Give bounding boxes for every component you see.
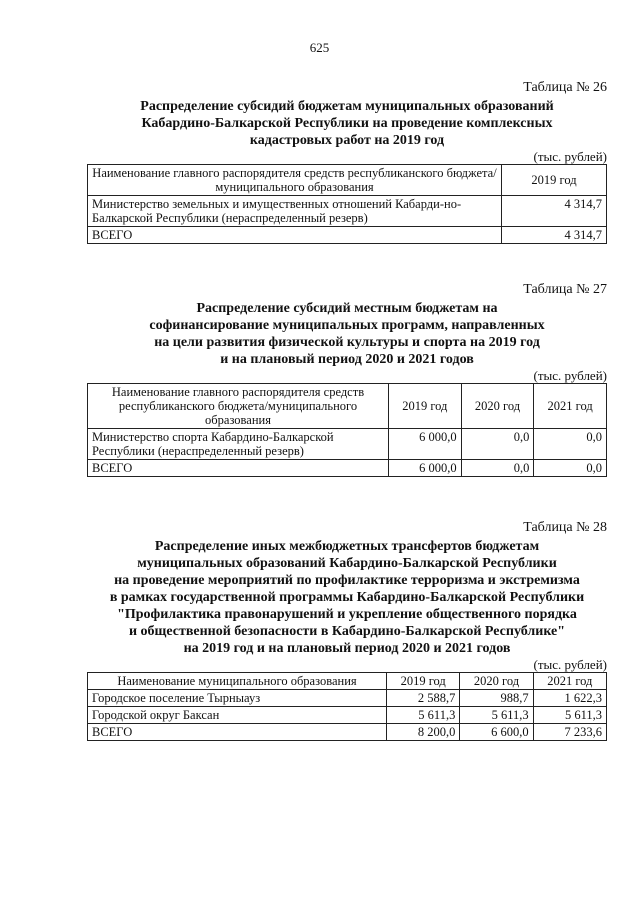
- table-header-row: [88, 384, 607, 429]
- title-line: Распределение иных межбюджетных трансфертов бюджетам: [154, 539, 540, 554]
- row-name: ВСЕГО: [88, 724, 387, 741]
- row-name: Министерство спорта Кабардино-Балкарской Республики (нераспределенный резерв): [88, 429, 389, 460]
- header-2019: 2019 год: [502, 165, 607, 196]
- row-name: ВСЕГО: [88, 227, 502, 244]
- title-line: муниципальных образований Кабардино-Балкарской Республики: [137, 556, 557, 571]
- title-line: на 2019 год и на плановый период 2020 и 2021 годов: [183, 641, 511, 656]
- row-value-2021: 7 233,6: [533, 724, 606, 741]
- row-value-2019: 8 200,0: [387, 724, 460, 741]
- row-name: Городской округ Баксан: [88, 707, 387, 724]
- header-2020: 2020 год: [461, 384, 534, 429]
- table-row: [88, 690, 607, 707]
- table-27-title: [87, 300, 607, 368]
- row-value-2021: 0,0: [534, 460, 607, 477]
- table-row: [88, 196, 607, 227]
- table-row: [88, 429, 607, 460]
- row-value-2019: 4 314,7: [502, 227, 607, 244]
- title-line: софинансирование муниципальных программ, направленных: [149, 318, 545, 333]
- title-line: и общественной безопасности в Кабардино-Балкарской Республике": [128, 624, 566, 639]
- row-value-2020: 988,7: [460, 690, 533, 707]
- table-27-section: [87, 282, 607, 477]
- table-28-unit: (тыс. рублей): [533, 657, 607, 672]
- row-value-2021: 0,0: [534, 429, 607, 460]
- title-line: "Профилактика правонарушений и укрепление общественного порядка: [117, 607, 577, 622]
- table-27: [87, 383, 607, 477]
- table-row-total: [88, 460, 607, 477]
- title-line: кадастровых работ на 2019 год: [249, 133, 445, 148]
- row-value-2019: 4 314,7: [502, 196, 607, 227]
- title-line: на цели развития физической культуры и спорта на 2019 год: [154, 335, 540, 350]
- table-28: [87, 672, 607, 741]
- table-26: [87, 164, 607, 244]
- row-value-2020: 0,0: [461, 460, 534, 477]
- title-line: на проведение мероприятий по профилактике терроризма и экстремизма: [114, 573, 580, 588]
- title-line: Кабардино-Балкарской Республики на проведение комплексных: [141, 116, 553, 131]
- header-2019: 2019 год: [387, 673, 460, 690]
- title-line: Распределение субсидий местным бюджетам на: [196, 301, 498, 316]
- row-value-2020: 5 611,3: [460, 707, 533, 724]
- header-name: Наименование главного распорядителя средств республиканского бюджета/муниципального образования: [88, 165, 502, 196]
- title-line: и на плановый период 2020 и 2021 годов: [220, 352, 474, 367]
- table-row-total: [88, 227, 607, 244]
- row-value-2019: 2 588,7: [387, 690, 460, 707]
- row-value-2020: 6 600,0: [460, 724, 533, 741]
- table-header-row: [88, 673, 607, 690]
- header-name: Наименование главного распорядителя средств республиканского бюджета/муниципального образования: [88, 384, 389, 429]
- table-28-section: [87, 520, 607, 741]
- table-27-unit: (тыс. рублей): [533, 368, 607, 383]
- header-2020: 2020 год: [460, 673, 533, 690]
- header-2021: 2021 год: [534, 384, 607, 429]
- header-2021: 2021 год: [533, 673, 606, 690]
- table-row: [88, 707, 607, 724]
- row-value-2019: 6 000,0: [389, 460, 462, 477]
- row-value-2019: 5 611,3: [387, 707, 460, 724]
- table-27-label: Таблица № 27: [523, 282, 607, 297]
- table-26-section: [87, 80, 607, 244]
- table-28-label: Таблица № 28: [523, 520, 607, 535]
- title-line: Распределение субсидий бюджетам муниципальных образований: [140, 99, 554, 114]
- table-row-total: [88, 724, 607, 741]
- table-28-title: [87, 538, 607, 657]
- title-line: в рамках государственной программы Кабардино-Балкарской Республики: [109, 590, 585, 605]
- row-name: ВСЕГО: [88, 460, 389, 477]
- header-2019: 2019 год: [389, 384, 462, 429]
- table-26-label: Таблица № 26: [523, 80, 607, 95]
- row-name: Городское поселение Тырныауз: [88, 690, 387, 707]
- row-value-2019: 6 000,0: [389, 429, 462, 460]
- row-value-2021: 1 622,3: [533, 690, 606, 707]
- table-26-unit: (тыс. рублей): [533, 149, 607, 164]
- table-26-title: [87, 98, 607, 149]
- page-number: 625: [309, 40, 330, 55]
- table-header-row: [88, 165, 607, 196]
- header-name: Наименование муниципального образования: [88, 673, 387, 690]
- row-name: Министерство земельных и имущественных отношений Кабарди-но-Балкарской Республики (нераспределенный резерв): [88, 196, 502, 227]
- row-value-2021: 5 611,3: [533, 707, 606, 724]
- row-value-2020: 0,0: [461, 429, 534, 460]
